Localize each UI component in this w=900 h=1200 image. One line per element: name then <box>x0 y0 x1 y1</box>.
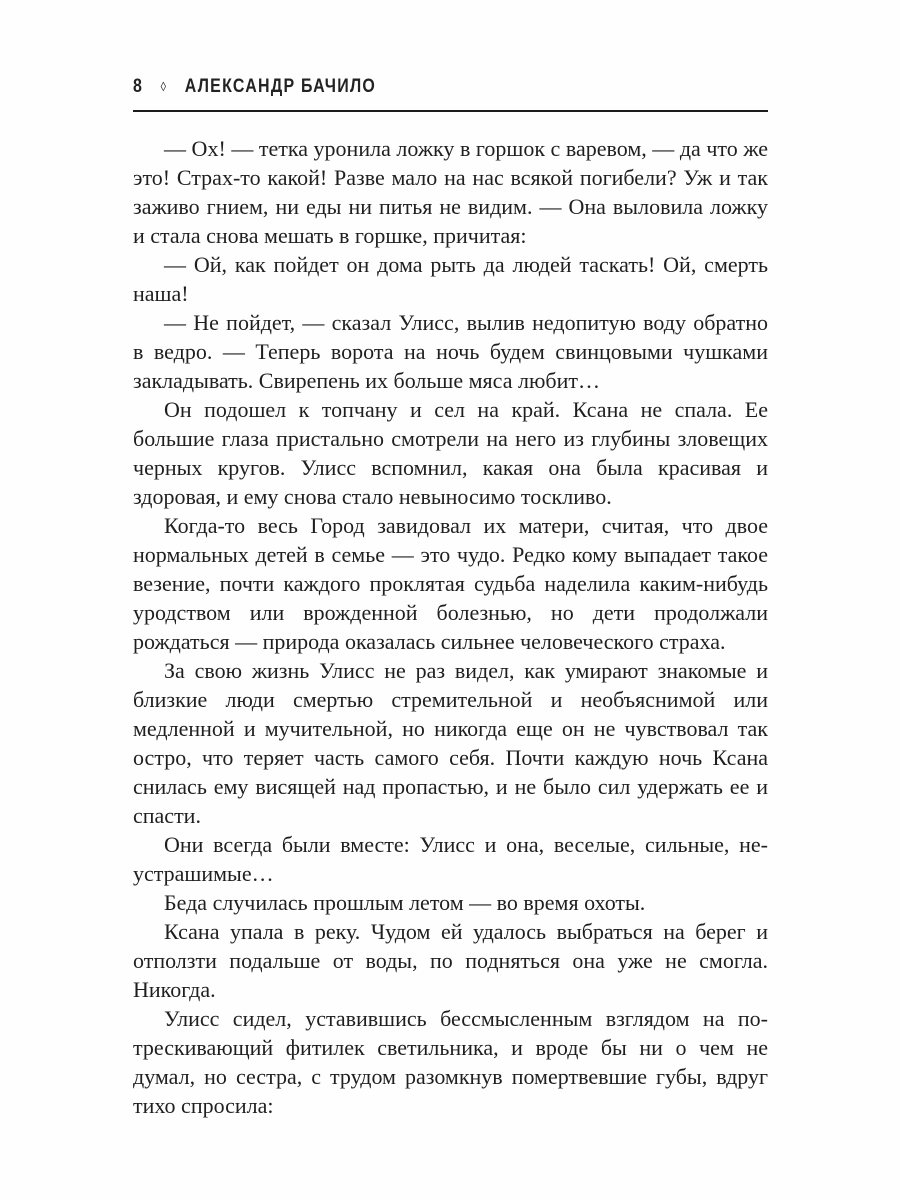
paragraph: Когда-то весь Город завидовал их матери, считая, что двое нормальных детей в семье — это чудо. Редко кому выпадает такое везение, почти каждого проклятая судьба наделила каким-нибудь уродством или врожденной болезнью, но дети продолжали рождаться — природа оказалась сильнее человеческого страха. <box>133 513 768 654</box>
paragraph: — Ой, как пойдет он дома рыть да людей таскать! Ой, смерть наша! <box>133 252 768 306</box>
page-header <box>133 76 768 98</box>
header-text <box>133 76 376 98</box>
running-title: АЛЕКСАНДР БАЧИЛО <box>184 76 377 97</box>
paragraph: — Ох! — тетка уронила ложку в горшок с варевом, — да что же это! Страх-то какой! Разве мало на нас всякой погибели? Уж и так заживо гнием, ни еды ни питья не видим. — Она выловила ложку и стала снова мешать в горшке, причитая: <box>133 136 768 248</box>
paragraph: — Не пойдет, — сказал Улисс, вылив недопитую воду обратно в ведро. — Теперь ворота на ночь будем свинцовыми чушками закладывать. Свирепень их больше мяса любит… <box>133 310 768 393</box>
page-number: 8 <box>133 76 144 97</box>
diamond-separator-icon: ◊ <box>160 79 168 94</box>
paragraph: Ксана упала в реку. Чудом ей удалось выбраться на берег и отползти подальше от воды, по подняться она уже не смогла. Никогда. <box>133 919 768 1002</box>
paragraph: Улисс сидел, уставившись бессмысленным взглядом на потрескивающий фитилек светильника, и вроде бы ни о чем не думал, но сестра, с трудом разомкнув помертвевшие губы, вдруг тихо спросила: <box>133 1006 768 1118</box>
paragraph: Беда случилась прошлым летом — во время охоты. <box>164 890 646 915</box>
paragraph: Он подошел к топчану и сел на край. Ксана не спала. Ее большие глаза пристально смотрели на него из глубины зловещих черных кругов. Улисс вспомнил, какая она была красивая и здоровая, и ему снова стало невыносимо тоскливо. <box>133 397 768 509</box>
paragraph: За свою жизнь Улисс не раз видел, как умирают знакомые и близкие люди смертью стремительной и необъяснимой или медленной и мучительной, но никогда еще он не чувствовал так остро, что теряет часть самого себя. Почти каждую ночь Ксана снилась ему висящей над пропастью, и не было сил удержать ее и спасти. <box>133 658 768 828</box>
paragraph: Они всегда были вместе: Улисс и она, веселые, сильные, неустрашимые… <box>133 832 768 886</box>
body-text <box>133 134 768 1120</box>
header-divider <box>133 110 768 112</box>
